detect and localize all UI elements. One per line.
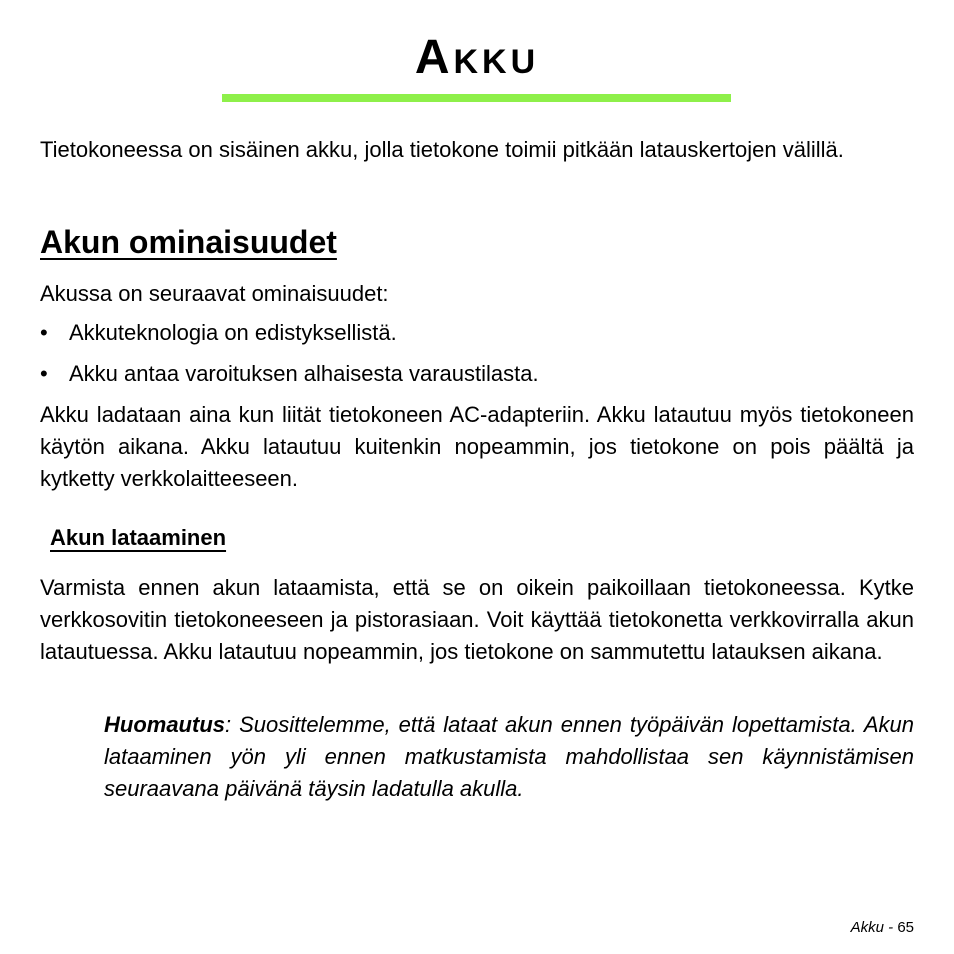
footer-section-name: Akku - bbox=[850, 919, 894, 936]
list-item-text: Akkuteknologia on edistyksellistä. bbox=[69, 320, 397, 345]
list-item-text: Akku antaa varoituksen alhaisesta varaustilasta. bbox=[69, 361, 539, 386]
list-item bbox=[40, 317, 539, 349]
subsection-heading: Akun lataaminen bbox=[50, 525, 227, 550]
note-label: Huomautus bbox=[104, 712, 225, 737]
section-lead: Akussa on seuraavat ominaisuudet: bbox=[40, 281, 389, 306]
bullet-icon: • bbox=[40, 361, 48, 386]
note-block bbox=[104, 709, 914, 805]
subsection-paragraph: Varmista ennen akun lataamista, että se on oikein paikoillaan tietokoneessa. Kytke verkkosovitin tietokoneeseen ja pistorasiaan. Voit käyttää tietokonetta verkkovirralla akun latautuessa. Akku latautuu nopeammin, jos tietokone on sammutettu latauksen aikana. bbox=[40, 575, 914, 664]
page-footer bbox=[851, 918, 914, 938]
section-heading: Akun ominaisuudet bbox=[40, 224, 337, 260]
section-paragraph: Akku ladataan aina kun liität tietokoneen AC-adapteriin. Akku latautuu myös tietokoneen käytön aikana. Akku latautuu kuitenkin nopeammin, jos tietokone on pois päältä ja kytketty verkkolaitteeseen. bbox=[40, 402, 914, 491]
list-item bbox=[40, 358, 539, 390]
title-underline-rule bbox=[222, 94, 731, 102]
note-text: : Suosittelemme, että lataat akun ennen työpäivän lopettamista. Akun lataaminen yön yli ennen matkustamista mahdollistaa sen käynnistämisen seuraavana päivänä täysin ladatulla akulla. bbox=[104, 712, 914, 801]
intro-paragraph: Tietokoneessa on sisäinen akku, jolla tietokone toimii pitkään latauskertojen välillä. bbox=[40, 137, 844, 162]
bullet-icon: • bbox=[40, 320, 48, 345]
feature-list bbox=[40, 317, 539, 399]
page-number: 65 bbox=[897, 919, 914, 936]
page-title: Akku bbox=[414, 31, 540, 84]
